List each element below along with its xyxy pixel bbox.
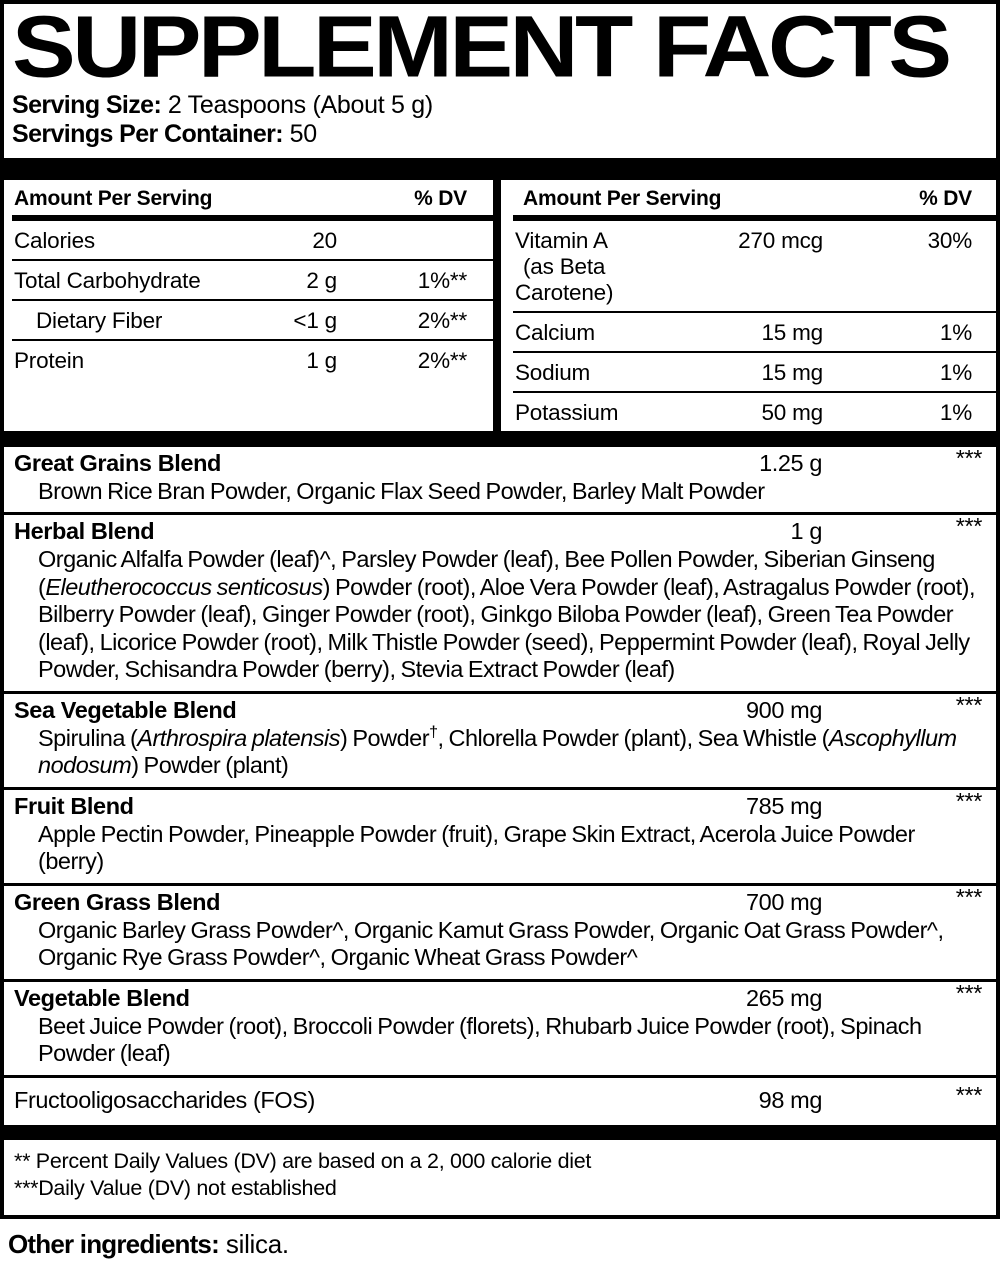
blend-name: Green Grass Blend	[14, 888, 221, 915]
blend-row-vegetable	[4, 979, 996, 1075]
nutrient-dv: 2%**	[417, 347, 467, 373]
blend-row-fos	[4, 1075, 996, 1125]
nutrient-dv: 30%	[927, 227, 972, 253]
blend-amount: 1.25 g	[759, 449, 822, 476]
header-percent-dv: % DV	[919, 186, 972, 210]
top-separator-bar	[4, 158, 996, 180]
nutrient-name: Dietary Fiber	[36, 307, 163, 333]
blend-name: Great Grains Blend	[14, 449, 221, 476]
blend-header	[14, 787, 982, 820]
nutrient-row-potassium	[513, 393, 996, 431]
nutrient-name-sub: (as Beta Carotene)	[515, 253, 614, 305]
other-ingredients-label: Other ingredients:	[8, 1229, 219, 1260]
serving-size-value: 2 Teaspoons (About 5 g)	[167, 90, 433, 119]
nutrient-row-sodium	[513, 353, 996, 393]
servings-per-container-row	[12, 121, 988, 149]
servings-per-container-value: 50	[289, 120, 317, 149]
nutrient-row-calories	[12, 221, 493, 261]
blend-header	[14, 979, 982, 1012]
blend-row-herbal	[4, 512, 996, 690]
nutrient-name-main: Vitamin A	[515, 227, 608, 253]
nutrient-columns	[4, 180, 996, 431]
blend-header	[14, 1081, 982, 1114]
nutrient-name: Total Carbohydrate	[14, 267, 201, 293]
column-header-left	[12, 180, 493, 221]
blend-name: Fructooligosaccharides (FOS)	[14, 1086, 315, 1113]
nutrient-row-calcium	[513, 313, 996, 353]
blend-name: Herbal Blend	[14, 518, 155, 545]
blend-header	[14, 883, 982, 916]
nutrient-amount: 15 mg	[761, 359, 823, 385]
nutrient-amount: 2 g	[306, 267, 337, 293]
nutrient-dv: 1%	[939, 359, 972, 385]
blend-ingredients: Brown Rice Bran Powder, Organic Flax Seed Powder, Barley Malt Powder	[38, 477, 765, 504]
nutrient-dv: 2%**	[417, 307, 467, 333]
blend-ingredients: Beet Juice Powder (root), Broccoli Powder (florets), Rhubarb Juice Powder (root), Spinach Powder (leaf)	[38, 1012, 922, 1067]
footnote-daily-values: ** Percent Daily Values (DV) are based on a 2, 000 calorie diet	[14, 1148, 592, 1173]
blend-ingredients: Spirulina (Arthrospira platensis) Powder†, Chlorella Powder (plant), Sea Whistle (Ascophyllum nodosum) Powder (plant)	[38, 723, 957, 779]
blend-amount: 98 mg	[758, 1086, 822, 1113]
footnote-dv-not-established: ***Daily Value (DV) not established	[14, 1176, 337, 1201]
nutrient-name: Potassium	[515, 399, 619, 425]
serving-info	[4, 92, 996, 149]
blend-amount: 1 g	[790, 518, 822, 545]
footnotes	[4, 1140, 996, 1216]
header-amount-per-serving: Amount Per Serving	[523, 186, 722, 210]
nutrient-amount: 1 g	[306, 347, 337, 373]
blend-dv-stars: ***	[955, 691, 982, 718]
title-wrap	[4, 0, 996, 96]
serving-size-label: Serving Size:	[12, 90, 162, 119]
nutrient-amount: 270 mcg	[738, 227, 823, 253]
nutrient-amount: 50 mg	[761, 399, 823, 425]
blend-ingredients: Apple Pectin Powder, Pineapple Powder (fruit), Grape Skin Extract, Acerola Juice Powder (berry)	[38, 820, 915, 875]
blend-header	[14, 444, 982, 477]
nutrient-name: Sodium	[515, 359, 591, 385]
blend-amount: 900 mg	[746, 696, 822, 723]
blend-dv-stars: ***	[955, 1081, 982, 1108]
blend-row-green-grass	[4, 883, 996, 979]
blend-amount: 265 mg	[746, 984, 822, 1011]
header-amount-per-serving: Amount Per Serving	[14, 186, 213, 210]
blend-dv-stars: ***	[955, 513, 982, 540]
blend-name: Fruit Blend	[14, 792, 134, 819]
blend-dv-stars: ***	[955, 444, 982, 471]
blend-dv-stars: ***	[955, 787, 982, 814]
nutrient-dv: 1%	[939, 319, 972, 345]
nutrient-row-dietary-fiber	[12, 301, 493, 341]
nutrient-dv: 1%**	[417, 267, 467, 293]
nutrient-name	[515, 228, 683, 306]
nutrient-name: Protein	[14, 347, 84, 373]
nutrient-column-right	[501, 180, 996, 431]
nutrient-amount: 20	[312, 227, 337, 253]
blend-header	[14, 691, 982, 724]
blend-row-great-grains	[4, 444, 996, 513]
other-ingredients-row	[0, 1219, 1000, 1266]
header-percent-dv: % DV	[414, 186, 467, 210]
blend-dv-stars: ***	[955, 883, 982, 910]
blend-amount: 700 mg	[746, 888, 822, 915]
nutrient-row-protein	[12, 341, 493, 379]
nutrient-dv: 1%	[939, 399, 972, 425]
nutrient-row-total-carbohydrate	[12, 261, 493, 301]
blend-ingredients: Organic Barley Grass Powder^, Organic Kamut Grass Powder, Organic Oat Grass Powder^, Organic Rye Grass Powder^, Organic Wheat Grass Powder^	[38, 916, 944, 971]
serving-size-row	[12, 92, 988, 120]
other-ingredients-value: silica.	[225, 1229, 289, 1260]
blend-dv-stars: ***	[955, 979, 982, 1006]
blend-row-sea-vegetable	[4, 691, 996, 787]
nutrient-name: Calories	[14, 227, 95, 253]
nutrient-column-left	[4, 180, 501, 431]
blend-name: Vegetable Blend	[14, 984, 190, 1011]
blend-row-fruit	[4, 787, 996, 883]
blend-list	[4, 444, 996, 1125]
blend-name: Sea Vegetable Blend	[14, 696, 237, 723]
blend-amount: 785 mg	[746, 792, 822, 819]
bottom-separator-bar	[4, 1125, 996, 1140]
nutrient-row-vitamin-a	[513, 221, 996, 313]
column-header-right	[513, 180, 996, 221]
panel-title: SUPPLEMENT FACTS	[12, 0, 949, 96]
nutrient-amount: <1 g	[293, 307, 337, 333]
blend-header	[14, 513, 982, 545]
nutrient-name: Calcium	[515, 319, 595, 345]
blend-ingredients: Organic Alfalfa Powder (leaf)^, Parsley Powder (leaf), Bee Pollen Powder, Siberian Ginseng (Eleutherococcus senticosus) Powder (root), Aloe Vera Powder (leaf), Astragalus Powder (root), Bilberry Powder (leaf), Ginger Powder (root), Ginkgo Biloba Powder (leaf), Green Tea Powder (leaf), Licorice Powder (root), Milk Thistle Powder (seed), Peppermint Powder (leaf), Royal Jelly Powder, Schisandra Powder (berry), Stevia Extract Powder (leaf)	[38, 546, 975, 683]
nutrient-amount: 15 mg	[761, 319, 823, 345]
servings-per-container-label: Servings Per Container:	[12, 120, 284, 149]
